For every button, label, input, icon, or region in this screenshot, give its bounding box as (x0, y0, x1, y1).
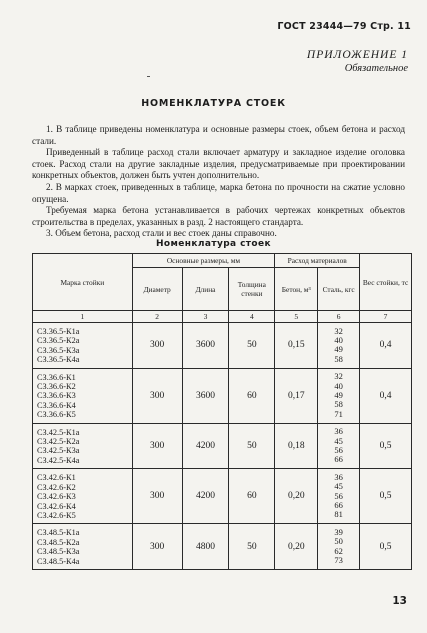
table-row (33, 469, 412, 524)
wall-cell: 50 (229, 323, 275, 369)
mark-cell (33, 524, 133, 570)
mark-item: СЗ.36.6-К2 (37, 382, 76, 392)
length-cell: 4800 (182, 524, 229, 570)
steel-item: 58 (334, 353, 343, 364)
steel-item: 36 (334, 471, 343, 482)
page-number: 13 (392, 595, 407, 607)
weight-cell: 0,4 (360, 368, 412, 423)
steel-item: 73 (334, 555, 343, 566)
header-wall: Толщина стенки (229, 268, 275, 311)
mark-item: СЗ.42.5-К2а (37, 437, 80, 447)
diameter-cell: 300 (132, 423, 182, 469)
steel-item: 49 (334, 344, 343, 355)
header-steel: Сталь, кгс (318, 268, 360, 311)
paragraph-2: Приведенный в таблице расход стали включает арматуру и закладное изделие оголовка стоек. Расход стали на другие закладные изделия, предусматриваемые при проектировании конкретных объектов, должен быть учтен дополнительно. (32, 147, 405, 181)
weight-cell: 0,5 (360, 423, 412, 469)
mark-cell (33, 368, 133, 423)
mark-item: СЗ.36.6-К1 (37, 372, 76, 382)
column-number: 4 (229, 311, 275, 323)
steel-item: 32 (334, 371, 343, 382)
length-cell: 4200 (182, 423, 229, 469)
mark-item: СЗ.48.5-К3а (37, 547, 80, 557)
mark-item: СЗ.36.6-К5 (37, 410, 76, 420)
mark-cell (33, 323, 133, 369)
diameter-cell: 300 (132, 469, 182, 524)
steel-item: 36 (334, 426, 343, 437)
steel-item: 39 (334, 526, 343, 537)
column-number: 1 (33, 311, 133, 323)
paragraph-5: 3. Объем бетона, расход стали и вес стоек даны справочно. (46, 228, 277, 239)
mark-item: СЗ.42.5-К3а (37, 446, 80, 456)
steel-item: 50 (334, 536, 343, 547)
table-row (33, 323, 412, 369)
wall-cell: 50 (229, 423, 275, 469)
appendix-block (307, 49, 408, 74)
steel-cell (318, 323, 360, 369)
wall-cell: 50 (229, 524, 275, 570)
scan-speck (147, 76, 150, 77)
steel-item: 62 (334, 545, 343, 556)
mark-cell (33, 423, 133, 469)
column-numbers-row (33, 311, 412, 323)
steel-item: 40 (334, 334, 343, 345)
column-number: 7 (360, 311, 412, 323)
steel-item: 66 (334, 500, 343, 510)
header-diameter: Диаметр (132, 268, 182, 311)
header-mark: Марка стойки (33, 254, 133, 311)
mark-item: СЗ.42.5-К4а (37, 455, 80, 465)
table-title: Номенклатура стоек (155, 239, 272, 249)
steel-cell (318, 423, 360, 469)
mark-item: СЗ.42.6-К3 (37, 492, 76, 502)
header-main-dims: Основные размеры, мм (132, 254, 275, 268)
concrete-cell: 0,20 (275, 524, 318, 570)
paragraph-3: 2. В марках стоек, приведенных в таблице, марка бетона по прочности на сжатие условно опущена. (32, 181, 405, 204)
steel-item: 66 (334, 454, 343, 465)
steel-cell (318, 469, 360, 524)
length-cell: 3600 (182, 368, 229, 423)
mark-item: СЗ.42.6-К1 (37, 473, 76, 483)
header-length: Длина (182, 268, 229, 311)
weight-cell: 0,4 (360, 323, 412, 369)
wall-cell: 60 (229, 368, 275, 423)
body-text (32, 124, 405, 240)
paragraph-1: 1. В таблице приведены номенклатура и основные размеры стоек, объем бетона и расход стали. (32, 124, 405, 146)
mark-item: СЗ.36.5-К4а (37, 355, 80, 365)
header-weight: Вес стойки, тс (360, 254, 412, 311)
column-number: 3 (182, 311, 229, 323)
steel-item: 49 (334, 389, 343, 400)
steel-item: 45 (334, 435, 343, 446)
mark-item: СЗ.48.5-К4а (37, 556, 80, 566)
paragraph-4: Требуемая марка бетона устанавливается в рабочих чертежах конкретных объектов строительства в пределах, указанных в разд. 2 настоящего стандарта. (32, 205, 405, 227)
mark-item: СЗ.36.5-К2а (37, 336, 80, 346)
mark-item: СЗ.36.6-К4 (37, 400, 76, 410)
concrete-cell: 0,20 (275, 469, 318, 524)
mark-item: СЗ.42.6-К2 (37, 482, 76, 492)
mark-item: СЗ.42.6-К5 (37, 510, 76, 520)
column-number: 5 (275, 311, 318, 323)
nomenclature-table (32, 253, 412, 570)
wall-cell: 60 (229, 469, 275, 524)
length-cell: 4200 (182, 469, 229, 524)
appendix-title: ПРИЛОЖЕНИЕ 1 (306, 49, 408, 61)
steel-item: 40 (334, 380, 343, 391)
mark-item: СЗ.42.6-К4 (37, 501, 76, 511)
steel-item: 56 (334, 444, 343, 455)
table-row (33, 368, 412, 423)
weight-cell: 0,5 (360, 469, 412, 524)
diameter-cell: 300 (132, 323, 182, 369)
mark-item: СЗ.48.5-К1а (37, 528, 80, 538)
table-row (33, 524, 412, 570)
mark-item: СЗ.36.5-К3а (37, 345, 80, 355)
steel-item: 81 (334, 509, 343, 520)
diameter-cell: 300 (132, 368, 182, 423)
steel-item: 32 (334, 325, 343, 336)
steel-cell (318, 368, 360, 423)
mark-cell (33, 469, 133, 524)
steel-item: 58 (334, 399, 343, 410)
concrete-cell: 0,17 (275, 368, 318, 423)
header-concrete: Бетон, м³ (275, 268, 318, 311)
column-number: 2 (132, 311, 182, 323)
concrete-cell: 0,15 (275, 323, 318, 369)
steel-item: 56 (334, 490, 343, 501)
appendix-subtitle: Обязательное (344, 63, 408, 74)
concrete-cell: 0,18 (275, 423, 318, 469)
table-row (33, 423, 412, 469)
steel-item: 45 (334, 481, 343, 492)
mark-item: СЗ.42.5-К1а (37, 427, 80, 437)
header-materials: Расход материалов (275, 254, 360, 268)
length-cell: 3600 (182, 323, 229, 369)
section-title: НОМЕНКЛАТУРА СТОЕК (141, 98, 286, 109)
steel-item: 71 (334, 408, 343, 419)
mark-item: СЗ.48.5-К2а (37, 537, 80, 547)
steel-cell (318, 524, 360, 570)
standard-header: ГОСТ 23444—79 Стр. 11 (277, 21, 411, 32)
mark-item: СЗ.36.6-К3 (37, 391, 76, 401)
diameter-cell: 300 (132, 524, 182, 570)
column-number: 6 (318, 311, 360, 323)
weight-cell: 0,5 (360, 524, 412, 570)
mark-item: СЗ.36.5-К1а (37, 327, 80, 336)
